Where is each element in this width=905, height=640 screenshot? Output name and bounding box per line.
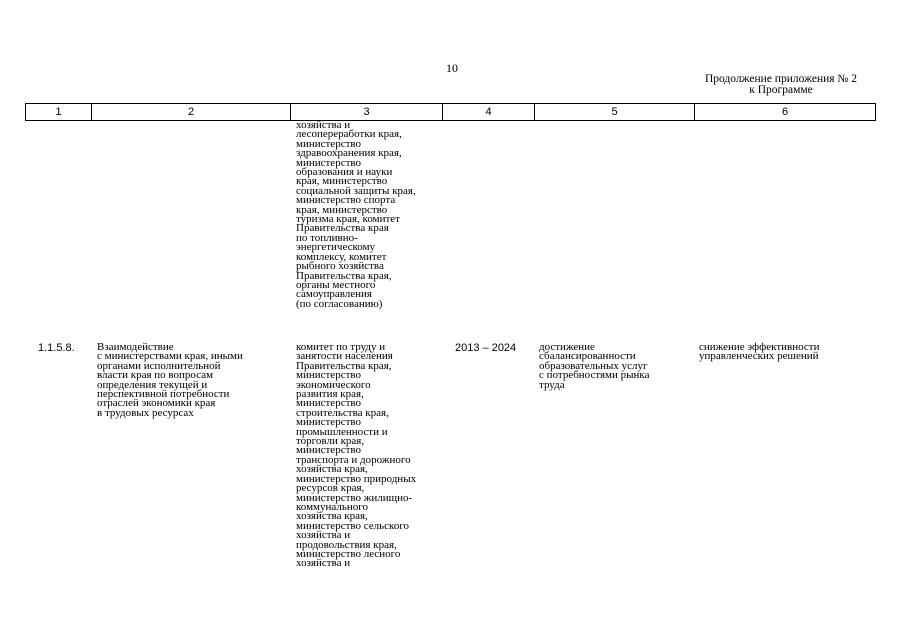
text-line: органами исполнительной: [97, 359, 221, 372]
text-line: достижение: [539, 341, 595, 353]
text-line: образовательных услуг: [539, 359, 648, 372]
text-line: энергетическому: [296, 241, 376, 254]
text-line: хозяйства края,: [296, 463, 368, 476]
appendix-note: [688, 74, 874, 96]
continued-executors-cell: [296, 121, 416, 309]
consequences-cell: [699, 343, 819, 362]
text-line: коммунального: [296, 500, 368, 513]
text-line: в трудовых ресурсах: [97, 406, 194, 419]
row-number-cell: 1.1.5.8.: [38, 342, 75, 354]
text-line: по топливно-: [296, 231, 358, 244]
text-line: здравоохранения края,: [296, 147, 402, 160]
text-line: труда: [539, 378, 565, 391]
text-line: комплексу, комитет: [296, 250, 387, 263]
text-line: министерство: [296, 397, 362, 410]
text-line: отраслей экономики края: [97, 397, 216, 410]
text-line: ресурсов края,: [296, 482, 365, 495]
text-line: министерство: [296, 369, 362, 382]
text-line: развития края,: [296, 388, 364, 401]
text-line: министерство: [296, 156, 362, 169]
text-line: министерство спорта: [296, 194, 396, 207]
text-line: министерство природных: [296, 472, 417, 485]
header-col-2: 2: [92, 104, 291, 120]
text-line: строительства края,: [296, 406, 389, 419]
text-line: самоуправления: [296, 288, 372, 301]
text-line: туризма края, комитет: [296, 213, 400, 226]
header-col-6: 6: [781, 106, 789, 118]
text-line: хозяйства и: [296, 529, 351, 542]
executors-cell: [296, 343, 416, 569]
text-line: торговли края,: [296, 435, 365, 448]
text-line: министерство сельского: [296, 519, 410, 532]
appendix-note-line-1: Продолжение приложения № 2: [704, 73, 858, 85]
text-line: (по согласованию): [296, 297, 383, 310]
text-line: перспективной потребности: [97, 388, 230, 401]
text-line: с министерствами края, иными: [97, 350, 243, 363]
text-line: министерство: [296, 444, 362, 457]
appendix-note-line-2: к Программе: [749, 84, 813, 96]
text-line: министерство лесного: [296, 547, 401, 560]
text-line: хозяйства и: [296, 557, 351, 570]
text-line: края, министерство: [296, 175, 388, 188]
text-line: продовольствия края,: [296, 538, 397, 551]
years-cell: 2013 – 2024: [455, 342, 517, 354]
header-col-5: 5: [535, 104, 695, 120]
text-line: Правительства края,: [296, 359, 392, 372]
text-line: хозяйства края,: [296, 510, 368, 523]
text-line: хозяйства и: [296, 119, 351, 131]
text-line: Правительства края: [296, 222, 389, 235]
text-line: промышленности и: [296, 425, 388, 438]
text-line: Взаимодействие: [97, 341, 174, 353]
text-line: Правительства края,: [296, 269, 392, 282]
text-line: власти края по вопросам: [97, 369, 214, 382]
text-line: экономического: [296, 378, 371, 391]
header-col-4: 4: [443, 104, 535, 120]
text-line: комитет по труду и: [296, 341, 386, 353]
text-line: министерство жилищно-: [296, 491, 413, 504]
text-line: лесопереработки края,: [296, 128, 402, 141]
text-line: края, министерство: [296, 203, 388, 216]
text-line: занятости населения: [296, 350, 393, 363]
text-line: с потребностями рынка: [539, 369, 650, 382]
text-line: снижение эффективности: [699, 341, 820, 353]
result-cell: [539, 343, 650, 390]
page-number: 10: [446, 61, 458, 75]
text-line: образования и науки: [296, 166, 393, 179]
text-line: управленческих решений: [699, 350, 819, 363]
text-line: определения текущей и: [97, 378, 208, 391]
text-line: министерство: [296, 416, 362, 429]
header-col-1: 1: [26, 104, 92, 120]
text-line: органы местного: [296, 278, 376, 291]
text-line: социальной защиты края,: [296, 184, 416, 197]
text-line: транспорта и дорожного: [296, 453, 411, 466]
text-line: сбалансированности: [539, 350, 636, 363]
text-line: рыбного хозяйства: [296, 260, 384, 273]
measure-cell: [97, 343, 243, 418]
header-col-3: 3: [291, 104, 443, 120]
table-header-row: [25, 103, 876, 121]
text-line: министерство: [296, 137, 362, 150]
